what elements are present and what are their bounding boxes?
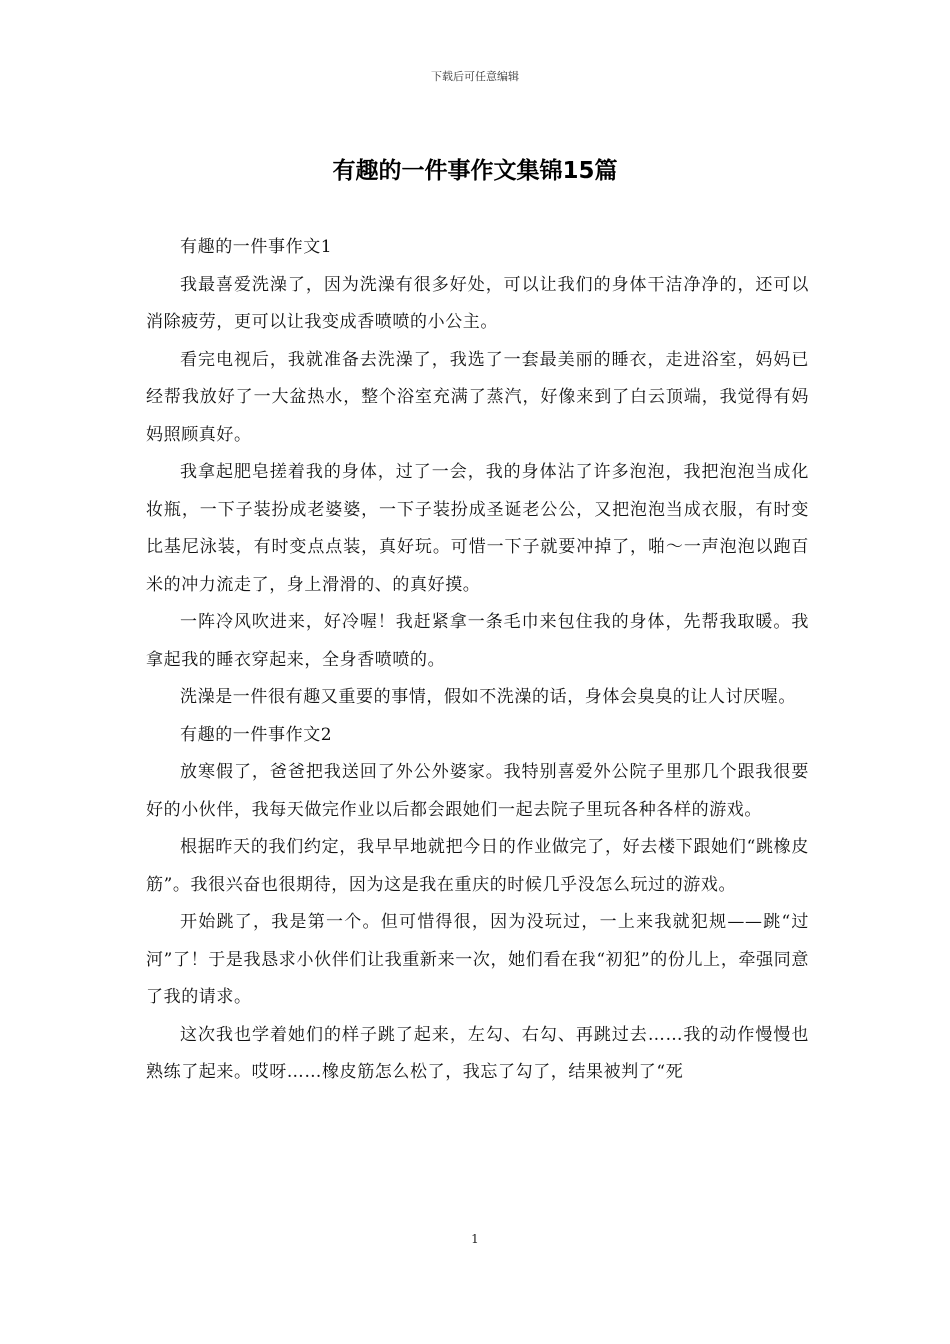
- paragraph: 开始跳了，我是第一个。但可惜得很，因为没玩过，一上来我就犯规——跳“过河”了！于是我恳求小伙伴们让我重新来一次，她们看在我“初犯”的份儿上，牵强同意了我的请求。: [146, 912, 809, 1007]
- page-header: 下载后可任意编辑: [431, 70, 519, 83]
- page-number: 1: [471, 1232, 479, 1246]
- document-title: 有趣的一件事作文集锦15篇: [332, 158, 618, 184]
- paragraph: 这次我也学着她们的样子跳了起来，左勾、右勾、再跳过去……我的动作慢慢也熟练了起来。哎呀……橡皮筋怎么松了，我忘了勾了，结果被判了“死: [146, 1024, 809, 1082]
- paragraph: 一阵冷风吹进来，好冷喔！我赶紧拿一条毛巾来包住我的身体，先帮我取暖。我拿起我的睡衣穿起来，全身香喷喷的。: [146, 612, 809, 670]
- paragraph: 我最喜爱洗澡了，因为洗澡有很多好处，可以让我们的身体干洁净净的，还可以消除疲劳，更可以让我变成香喷喷的小公主。: [146, 274, 809, 332]
- essay-heading-2: 有趣的一件事作文2: [180, 724, 333, 745]
- paragraph: 我拿起肥皂搓着我的身体，过了一会，我的身体沾了许多泡泡，我把泡泡当成化妆瓶，一下子装扮成老婆婆，一下子装扮成圣诞老公公，又把泡泡当成衣服，有时变比基尼泳装，有时变点点装，真好玩。可惜一下子就要冲掉了，啪～一声泡泡以跑百米的冲力流走了，身上滑滑的、的真好摸。: [146, 462, 809, 595]
- essay-heading-1: 有趣的一件事作文1: [180, 237, 333, 257]
- paragraph: 洗澡是一件很有趣又重要的事情，假如不洗澡的话，身体会臭臭的让人讨厌喔。: [180, 687, 796, 707]
- paragraph: 看完电视后，我就准备去洗澡了，我选了一套最美丽的睡衣，走进浴室，妈妈已经帮我放好了一大盆热水，整个浴室充满了蒸汽，好像来到了白云顶端，我觉得有妈妈照顾真好。: [146, 349, 809, 445]
- paragraph: 根据昨天的我们约定，我早早地就把今日的作业做完了，好去楼下跟她们“跳橡皮筋”。我很兴奋也很期待，因为这是我在重庆的时候几乎没怎么玩过的游戏。: [146, 837, 809, 895]
- paragraph: 放寒假了，爸爸把我送回了外公外婆家。我特别喜爱外公院子里那几个跟我很要好的小伙伴，我每天做完作业以后都会跟她们一起去院子里玩各种各样的游戏。: [146, 762, 809, 820]
- document-body: [146, 229, 809, 1092]
